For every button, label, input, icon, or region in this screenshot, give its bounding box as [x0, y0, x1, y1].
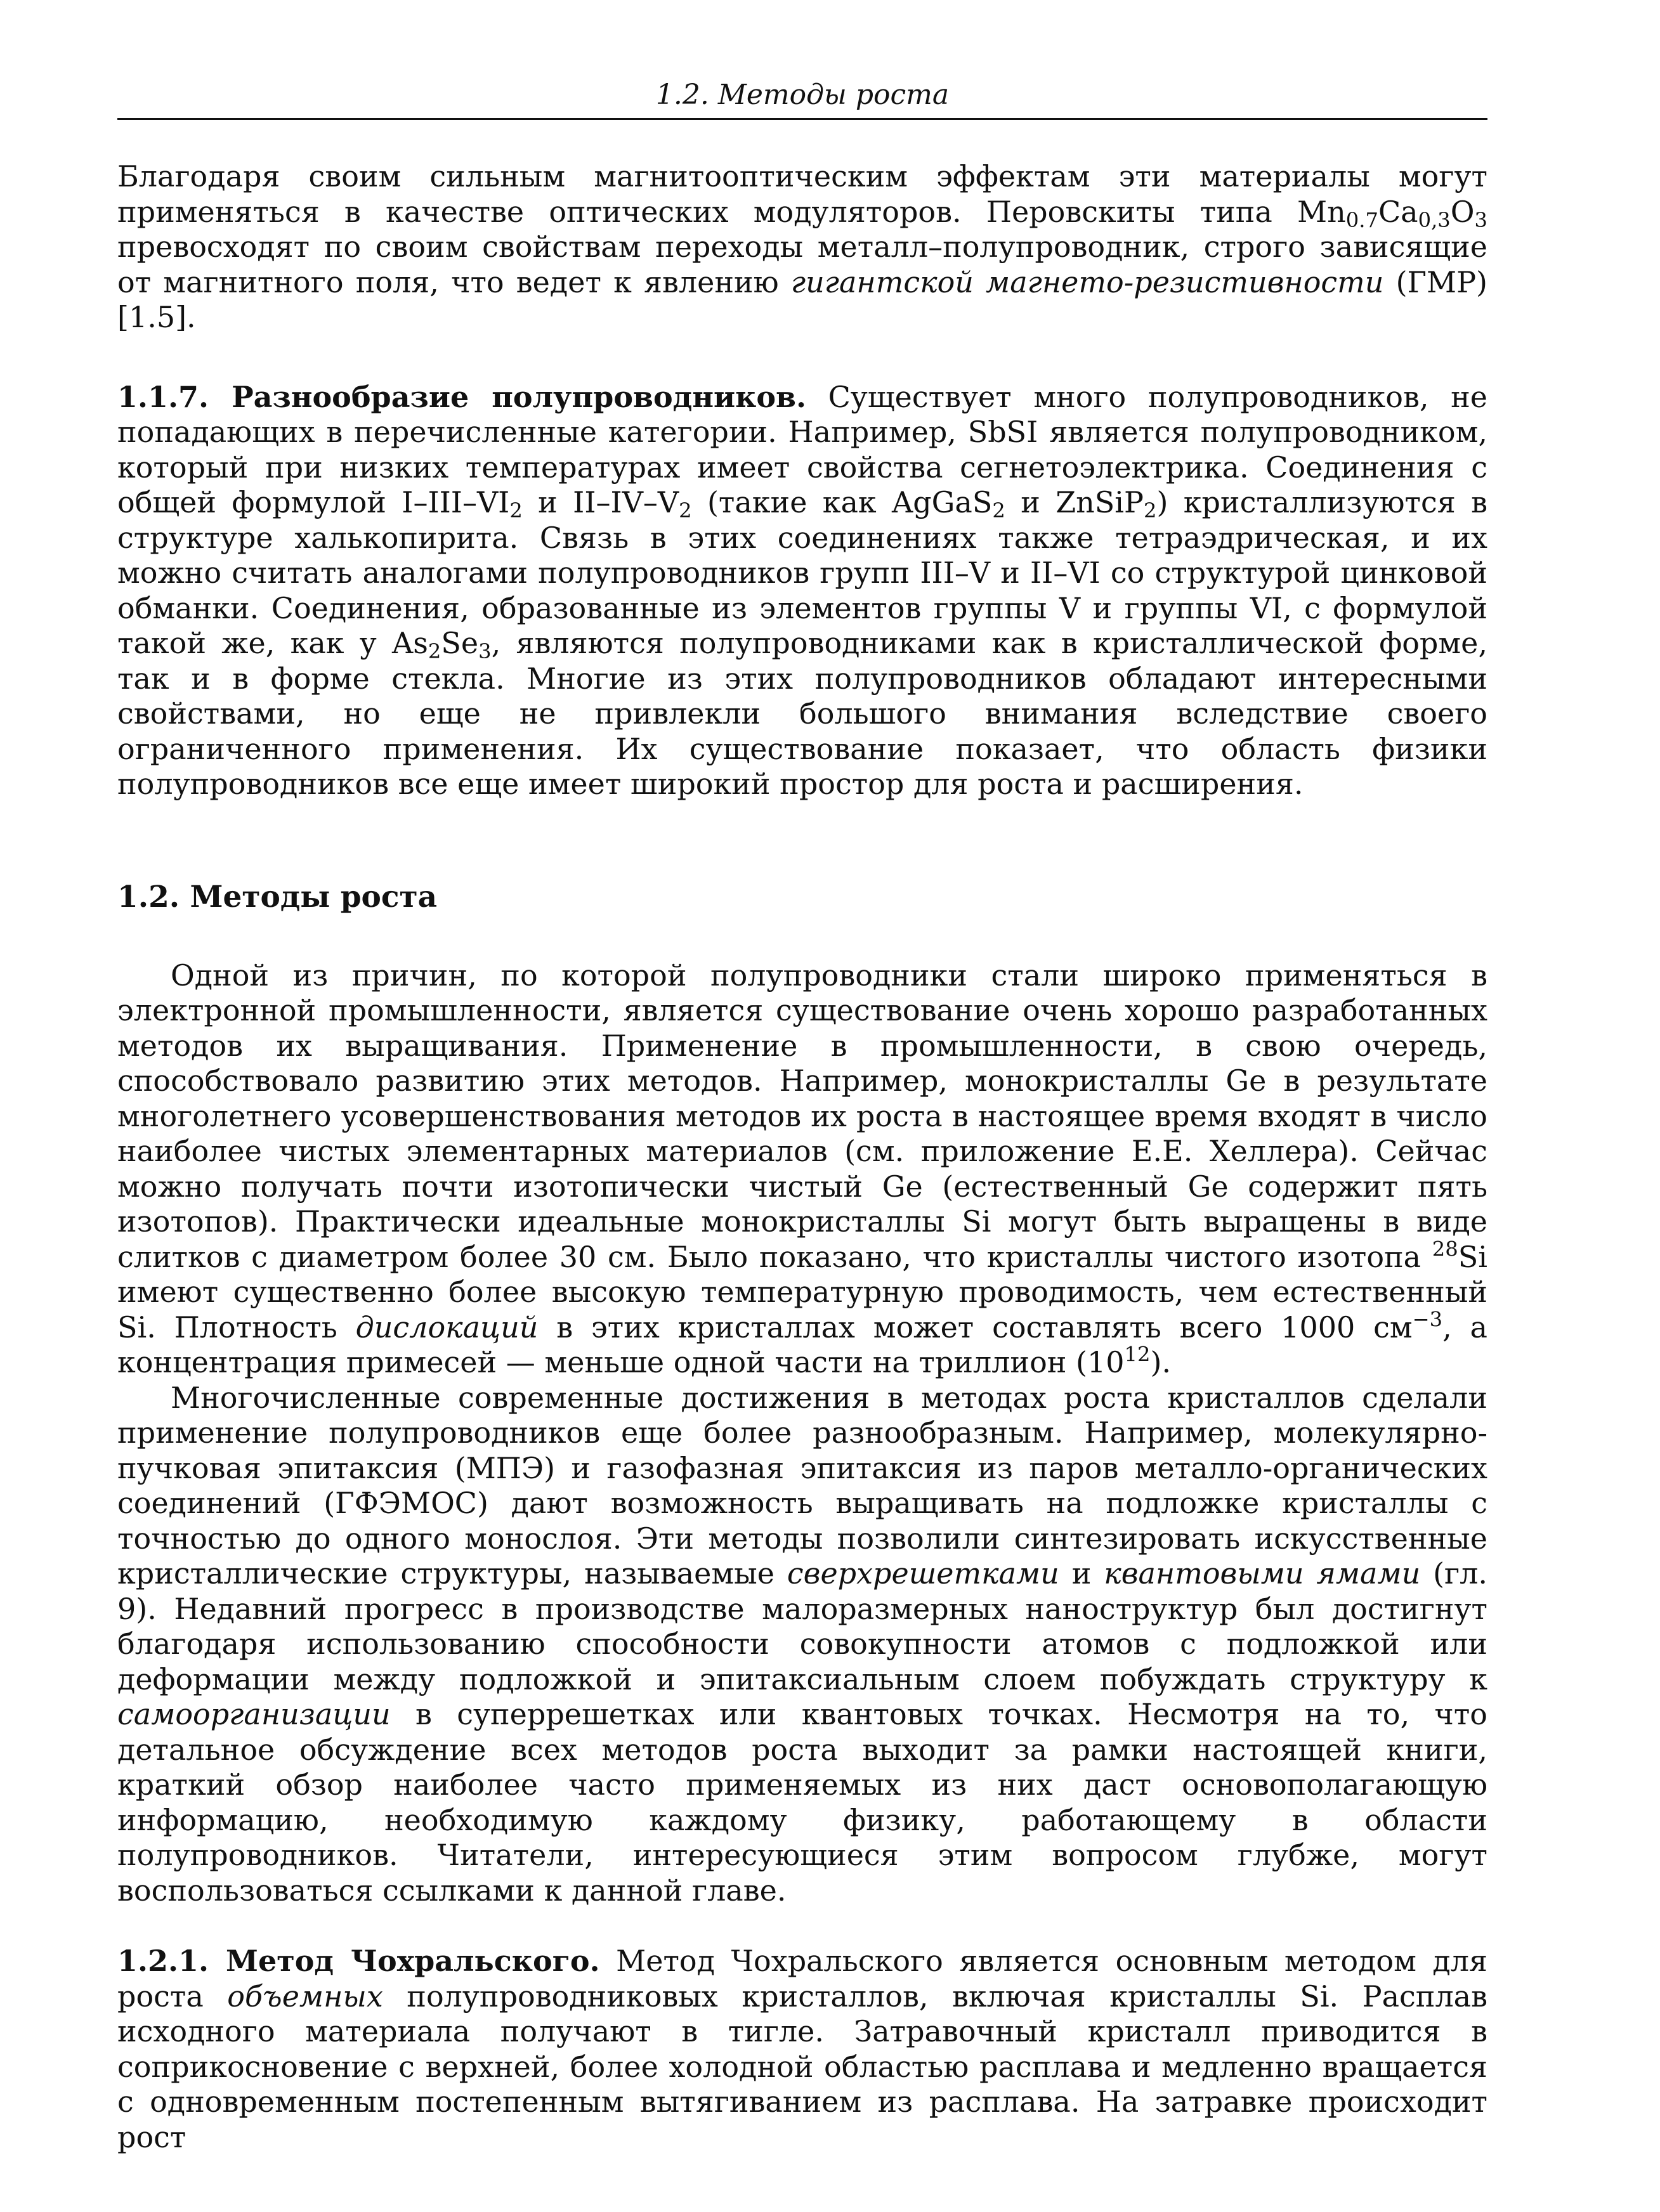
sec117-subscript-3: 2 — [992, 498, 1005, 523]
header-rule — [117, 118, 1487, 120]
intro-text-4: превосходят по своим свойствам переходы металл–полупроводник, строго зависящие от магнитного поля, что ведет к явлению — [117, 230, 1487, 299]
intro-text-2: Ca — [1378, 194, 1418, 229]
sec12-p2-emphasis-quantum-wells: квантовыми ямами — [1104, 1556, 1421, 1591]
sec117-text-3: (такие как AgGaS — [691, 485, 993, 519]
running-head: 1.2. Методы роста — [655, 79, 950, 111]
intro-subscript-1: 0.7 — [1345, 207, 1378, 232]
intro-subscript-3: 3 — [1474, 207, 1487, 232]
section-1-1-7-paragraph — [117, 380, 1487, 802]
sec12-p2-emphasis-self-organization: самоорганизации — [117, 1697, 391, 1731]
sec12-p1-text-2: Si имеют существенно более высокую температурную проводимость, чем естественный Si. Плотность — [117, 1239, 1487, 1344]
sec12-p1-text-4: , а концентрация примесей — меньше одной части на триллион (10 — [117, 1310, 1487, 1379]
intro-paragraph — [117, 159, 1487, 335]
sec12-p2-text-3: (гл. 9). Недавний прогресс в производстве малоразмерных наноструктур был достигнут благодаря использованию способности совокупности атомов с подложкой или деформации между подложкой и эпитаксиальным слоем побуждать структуру к — [117, 1556, 1487, 1696]
section-1-2-1-heading: 1.2.1. Метод Чохральского. — [117, 1944, 600, 1978]
sec117-text-7: , являются полупроводниками как в кристаллической форме, так и в форме стекла. Многие из этих полупроводников обладают интересными свойствами, но еще не привлекли большого внимания вследствие своего ограниченного применения. Их существование показает, что область физики полупроводников все еще имеет широкий простор для роста и расширения. — [117, 626, 1487, 801]
section-1-1-7-heading: 1.1.7. Разнообразие полупроводников. — [117, 379, 806, 414]
sec117-text-6: Se — [441, 626, 479, 660]
sec12-p1-text-3: в этих кристаллах может составлять всего 1000 см — [538, 1310, 1413, 1344]
sec12-p1-text-1: Одной из причин, по которой полупроводники стали широко применяться в электронной промышленности, является существование очень хорошо разработанных методов их выращивания. Применение в промышленности, в свою очередь, способствовало развитию этих методов. Например, монокристаллы Ge в результате многолетнего усовершенствования методов их роста в настоящее время входят в число наиболее чистых элементарных материалов (см. приложение Е.Е. Хеллера). Сейчас можно получать почти изотопически чистый Ge (естественный Ge содержит пять изотопов). Практически идеальные монокристаллы Si могут быть выращены в виде слитков с диаметром более 30 см. Было показано, что кристаллы чистого изотопа — [117, 958, 1487, 1274]
sec117-text-2: и II–IV–V — [522, 485, 679, 519]
intro-text-3: O — [1450, 194, 1475, 229]
sec117-subscript-5: 2 — [428, 639, 441, 664]
sec12-p2-text-2: и — [1059, 1556, 1104, 1591]
section-1-2-paragraph-1 — [117, 958, 1487, 1381]
intro-text-1: Благодаря своим сильным магнитооптическим эффектам эти материалы могут применяться в качестве оптических модуляторов. Перовскиты типа Mn — [117, 159, 1487, 229]
sec121-text-1: Метод Чохральского является основным методом для роста — [117, 1944, 1487, 2014]
sec12-p1-text-5: ). — [1150, 1345, 1172, 1379]
sec12-p2-text-1: Многочисленные современные достижения в методах роста кристаллов сделали применение полупроводников еще более разнообразным. Например, молекулярно-пучковая эпитаксия (МПЭ) и газофазная эпитаксия из паров металло-органических соединений (ГФЭМОС) дают возможность выращивать на подложке кристаллы с точностью до одного монослоя. Эти методы позволили синтезировать искусственные кристаллические структуры, называемые — [117, 1380, 1487, 1591]
section-1-2-1-paragraph — [117, 1944, 1487, 2155]
sec121-text-2: полупроводниковых кристаллов, включая кристаллы Si. Расплав исходного материала получают в тигле. Затравочный кристалл приводится в соприкосновение с верхней, более холодной областью расплава и медленно вращается с одновременным постепенным вытягиванием из расплава. На затравке происходит рост — [117, 1979, 1487, 2154]
sec12-p2-emphasis-superlattices: сверхрешетками — [787, 1556, 1059, 1591]
sec117-subscript-6: 3 — [478, 639, 492, 664]
intro-emphasis-gmr: гигантской магнето-резистивности — [790, 264, 1384, 299]
intro-text-5: (ГМР) [1.5]. — [117, 264, 1487, 334]
sec12-p1-emphasis-dislocations: дислокаций — [355, 1310, 539, 1344]
sec117-text-1: Существует много полупроводников, не попадающих в перечисленные категории. Например, SbSI является полупроводником, который при низких температурах имеет свойства сегнетоэлектрика. Соединения с общей формулой I–III–VI — [117, 379, 1488, 519]
intro-subscript-2: 0,3 — [1418, 207, 1451, 232]
sec117-subscript-4: 2 — [1143, 498, 1157, 523]
sec117-text-5: ) кристаллизуются в структуре халькопирита. Связь в этих соединениях также тетраэдрическая, и их можно считать аналогами полупроводников групп III–V и II–VI со структурой цинковой обманки. Соединения, образованные из элементов группы V и группы VI, с формулой такой же, как у As — [117, 485, 1488, 660]
sec12-p1-superscript-1: 28 — [1432, 1236, 1458, 1261]
sec12-p1-superscript-2: −3 — [1412, 1306, 1443, 1331]
sec117-subscript-2: 2 — [679, 498, 692, 523]
book-page — [117, 76, 1487, 2155]
sec12-p1-superscript-3: 12 — [1124, 1342, 1151, 1367]
sec121-emphasis-bulk: объемных — [227, 1979, 383, 2014]
section-1-2-title: 1.2. Методы роста — [117, 879, 438, 914]
section-1-2-paragraph-2 — [117, 1381, 1487, 1909]
sec12-p2-text-4: в суперрешетках или квантовых точках. Несмотря на то, что детальное обсуждение всех методов роста выходит за рамки настоящей книги, краткий обзор наиболее часто применяемых из них даст основополагающую информацию, необходимую каждому физику, работающему в области полупроводников. Читатели, интересующиеся этим вопросом глубже, могут воспользоваться ссылками к данной главе. — [117, 1697, 1487, 1908]
sec117-subscript-1: 2 — [509, 498, 523, 523]
sec117-text-4: и ZnSiP — [1005, 485, 1144, 519]
